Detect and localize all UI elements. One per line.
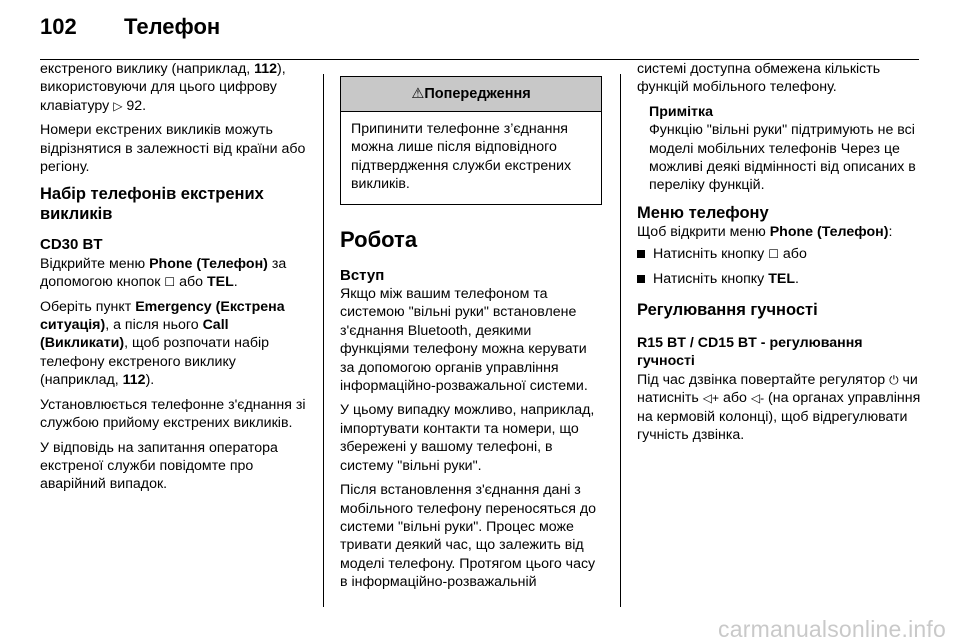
paragraph-open-phone-menu: Щоб відкрити меню Phone (Телефон): (637, 223, 893, 240)
list-item: Натисніть кнопку TEL. (637, 270, 922, 288)
chapter-title: Телефон (124, 14, 221, 39)
note-text: Функцію "вільні руки" підтримують не всі моделі мобільних телефонів Через це можливі деякі відмінності від описаних в переліку функцій. (649, 122, 916, 194)
note-block (637, 103, 922, 195)
page-number: 102 (40, 14, 77, 39)
page-header (40, 14, 920, 54)
warning-text: Припинити телефонне з’єднання можна лише після відповідного підтвердження служби екстрених викликів. (351, 121, 572, 193)
paragraph-transfer: Після встановлення з'єднання дані з мобільного телефону переносяться до системи "вільні руки". Процес може тривати деякий час, що залежить від моделі телефону. Протягом цього часу в інформаційно-розважальній (340, 482, 597, 591)
paragraph-numbers-vary: Номери екстрених викликів можуть відрізнятися в залежності від країни або регіону. (40, 122, 306, 176)
paragraph-emergency-dial: екстреного виклику (наприклад, 112), використовуючи для цього цифрову клавіатуру ▷ 92. (40, 61, 286, 114)
volume-up-icon: ◁+ (702, 391, 720, 406)
section-heading-emergency: Набір телефонів екстрених викликів (40, 185, 264, 224)
note-title: Примітка (649, 103, 713, 120)
column-divider-1 (323, 74, 324, 607)
subheading-cd30: CD30 BT (40, 236, 103, 254)
paragraph-connection: Установлюється телефонне з'єднання зі службою прийому екстрених викликів. (40, 396, 306, 432)
phone-button-icon: ☐ (768, 247, 779, 262)
section-heading-operation: Робота (340, 226, 418, 252)
paragraph-select-emergency: Оберіть пункт Emergency (Екстрена ситуація), а після нього Call (Викликати), щоб розпочати набір телефону екстреного виклику (наприклад, 112). (40, 298, 285, 389)
volume-down-icon: ◁- (750, 391, 765, 406)
paragraph-import: У цьому випадку можливо, наприклад, імпортувати контакти та номери, що збережені у вашому телефоні, в систему "вільні руки". (340, 402, 595, 474)
paragraph-report: У відповідь на запитання оператора екстреної служби повідомте про аварійний випадок. (40, 439, 278, 493)
arrow-ref-icon: ▷ (113, 98, 123, 113)
subheading-r15: R15 BT / CD15 BT - регулювання гучності (637, 335, 863, 370)
paragraph-volume: Під час дзвінка повертайте регулятор ⏻ чи натисніть ◁+ або ◁- (на органах управління на кермовій колонці), щоб відрегулювати гучність дзвінка. (637, 371, 921, 444)
paragraph-limited: системі доступна обмежена кількість функцій мобільного телефону. (637, 61, 881, 96)
list-item: Натисніть кнопку ☐ або (637, 245, 922, 263)
watermark: carmanualsonline.info (718, 616, 946, 642)
warning-header (341, 77, 601, 112)
paragraph-bluetooth: Якщо між вашим телефоном та системою "вільні руки" встановлене з'єднання Bluetooth, деякими функціями телефону можна керувати за допомогою органів управління інформаційно-розважальної системи. (340, 286, 588, 395)
section-heading-volume: Регулювання гучності (637, 301, 818, 320)
phone-button-icon: ☐ (164, 275, 176, 290)
column-2 (340, 60, 602, 598)
column-3 (637, 60, 922, 451)
column-1 (40, 60, 312, 500)
page-reference: 92. (126, 97, 147, 114)
emergency-number: 112 (254, 61, 278, 77)
warning-box (340, 76, 602, 205)
warning-title: Попередження (424, 86, 531, 102)
column-divider-2 (620, 74, 621, 607)
phone-menu-list (637, 245, 922, 288)
paragraph-open-menu: Відкрийте меню Phone (Телефон) за допомогою кнопок ☐ або TEL. (40, 255, 287, 291)
subheading-intro: Вступ (340, 266, 385, 284)
warning-icon: ⚠ (411, 86, 425, 102)
section-heading-phone-menu: Меню телефону (637, 203, 769, 222)
power-knob-icon: ⏻ (889, 372, 899, 387)
